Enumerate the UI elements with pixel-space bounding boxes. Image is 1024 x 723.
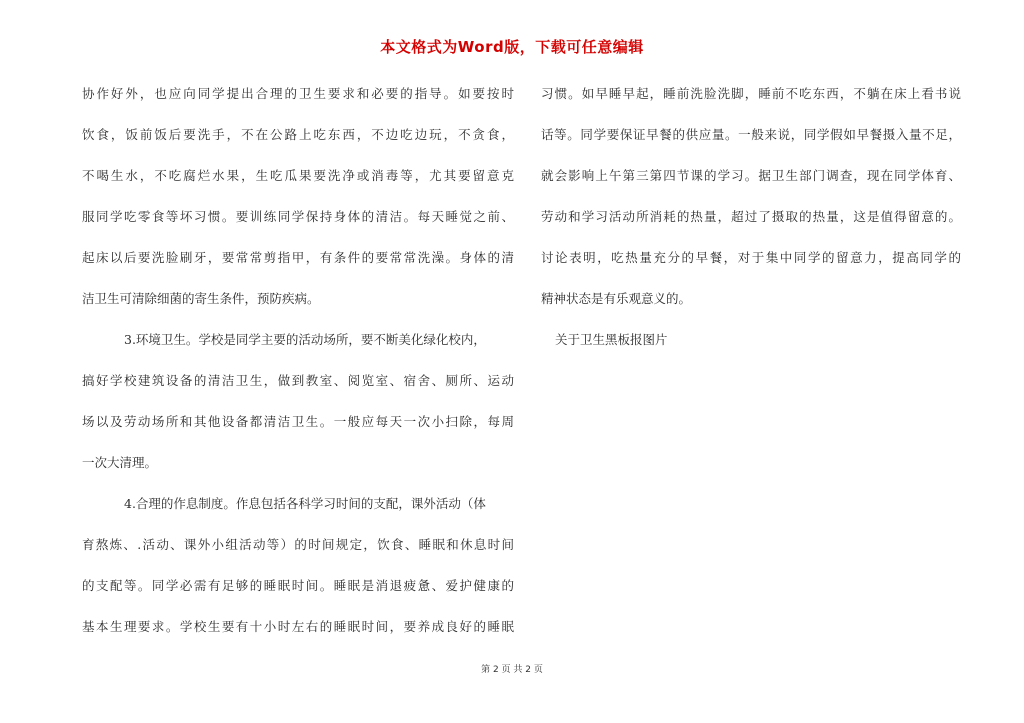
paragraph-line: 基本生理要求。学校生要有十小时左右的睡眠时间，要养成良好的睡眠 [82,619,514,634]
paragraph-line: 就会影响上午第三第四节课的学习。据卫生部门调查，现在同学体育、 [541,168,961,183]
paragraph-line: 育熬炼、.活动、课外小组活动等）的时间规定，饮食、睡眠和休息时间 [82,537,514,552]
paragraph-line: 话等。同学要保证早餐的供应量。一般来说，同学假如早餐摄入量不足， [541,127,961,142]
paragraph-line: 劳动和学习活动所消耗的热量，超过了摄取的热量，这是值得留意的。 [541,209,961,224]
page-footer: 第 2 页 共 2 页 [481,665,543,675]
paragraph-line: 不喝生水，不吃腐烂水果，生吃瓜果要洗净或消毒等，尤其要留意克 [82,168,514,183]
paragraph-line: 起床以后要洗脸刷牙，要常常剪指甲，有条件的要常常洗澡。身体的清 [82,250,514,265]
paragraph-line: 一次大清理。 [82,455,158,470]
paragraph-line: 场以及劳动场所和其他设备都清洁卫生。一般应每天一次小扫除，每周 [82,414,514,429]
right-text-column [541,80,961,367]
paragraph-line: 习惯。如早睡早起，睡前洗脸洗脚，睡前不吃东西，不躺在床上看书说 [541,86,961,101]
paragraph-line: 精神状态是有乐观意义的。 [541,291,692,306]
paragraph-line: 讨论表明，吃热量充分的早餐，对于集中同学的留意力，提高同学的 [541,250,961,265]
paragraph-line: 关于卫生黑板报图片 [555,332,668,347]
document-banner: 本文格式为Word版，下载可任意编辑 [380,38,644,56]
paragraph-line: 服同学吃零食等坏习惯。要训练同学保持身体的清洁。每天睡觉之前、 [82,209,514,224]
paragraph-line: 饮食，饭前饭后要洗手，不在公路上吃东西，不边吃边玩，不贪食， [82,127,514,142]
paragraph-line: 搞好学校建筑设备的清洁卫生，做到教室、阅览室、宿舍、厕所、运动 [82,373,514,388]
paragraph-line: 协作好外，也应向同学提出合理的卫生要求和必要的指导。如要按时 [82,86,514,101]
paragraph-line: 3.环境卫生。学校是同学主要的活动场所，要不断美化绿化校内， [124,332,486,347]
paragraph-line: 洁卫生可清除细菌的寄生条件，预防疾病。 [82,291,320,306]
left-text-column [82,80,514,654]
paragraph-line: 4.合理的作息制度。作息包括各科学习时间的支配，课外活动（体 [124,496,486,511]
paragraph-line: 的支配等。同学必需有足够的睡眠时间。睡眠是消退疲惫、爱护健康的 [82,578,514,593]
